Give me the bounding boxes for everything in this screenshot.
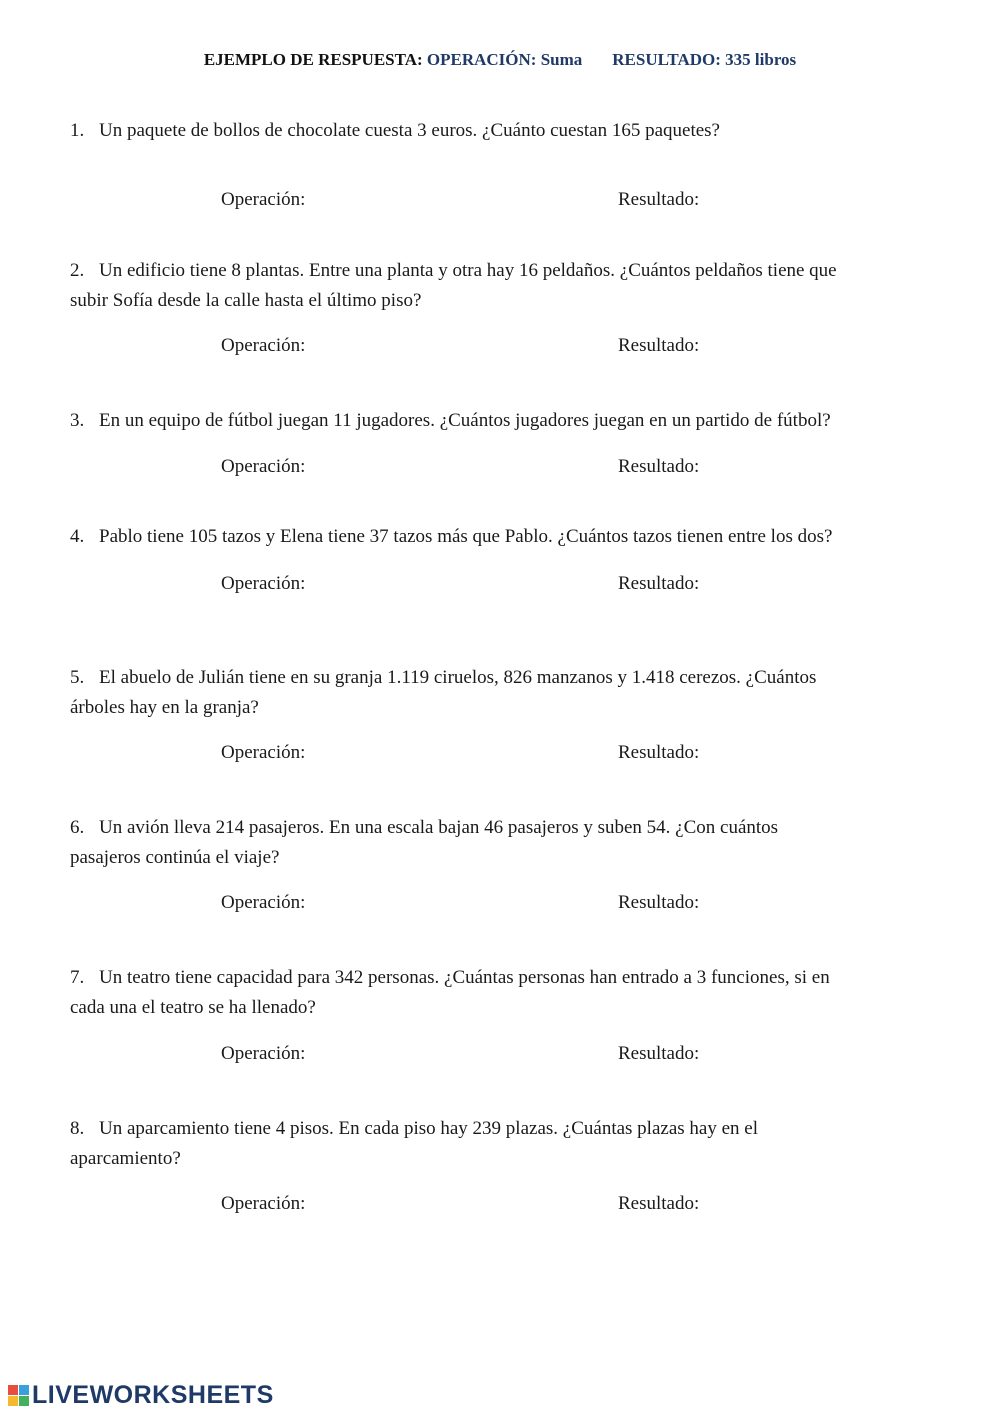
problem-1-result-label: Resultado: xyxy=(618,189,700,210)
problem-text: En un equipo de fútbol juegan 11 jugadores. ¿Cuántos jugadores juegan en un partido de fútbol? xyxy=(99,410,831,431)
problem-4-result-label: Resultado: xyxy=(618,573,700,594)
problem-3 xyxy=(70,406,930,436)
logo-text: LIVEWORKSHEETS xyxy=(32,1380,274,1409)
example-answer-header xyxy=(0,50,1000,70)
problem-5-result-label: Resultado: xyxy=(618,742,700,763)
problem-8-result-label: Resultado: xyxy=(618,1193,700,1214)
logo-blocks-icon xyxy=(8,1385,29,1406)
problem-number: 1. xyxy=(70,120,85,141)
problem-text-continued: cada una el teatro se ha llenado? xyxy=(70,997,316,1018)
problem-4-operation-label: Operación: xyxy=(221,573,306,594)
problem-text: Un avión lleva 214 pasajeros. En una escala bajan 46 pasajeros y suben 54. ¿Con cuántos xyxy=(99,817,779,838)
problem-6-result-label: Resultado: xyxy=(618,892,700,913)
example-operation: OPERACIÓN: Suma xyxy=(426,50,583,69)
problem-text: Pablo tiene 105 tazos y Elena tiene 37 tazos más que Pablo. ¿Cuántos tazos tienen entre los dos? xyxy=(99,526,833,547)
problem-6-operation-label: Operación: xyxy=(221,892,306,913)
problem-text-continued: pasajeros continúa el viaje? xyxy=(70,847,280,868)
problem-3-operation-label: Operación: xyxy=(221,456,306,477)
problem-number: 8. xyxy=(70,1118,85,1139)
logo-block xyxy=(8,1385,18,1395)
problem-2-result-label: Resultado: xyxy=(618,335,700,356)
problem-text-continued: árboles hay en la granja? xyxy=(70,697,259,718)
problem-5 xyxy=(70,663,930,723)
problem-number: 5. xyxy=(70,667,85,688)
problem-text-continued: aparcamiento? xyxy=(70,1148,181,1169)
problem-number: 4. xyxy=(70,526,85,547)
problem-6 xyxy=(70,813,930,873)
problem-7-operation-label: Operación: xyxy=(221,1043,306,1064)
example-label: EJEMPLO DE RESPUESTA xyxy=(203,50,417,69)
problem-2 xyxy=(70,256,930,316)
problem-text: El abuelo de Julián tiene en su granja 1.119 ciruelos, 826 manzanos y 1.418 cerezos. ¿Cuántos xyxy=(99,667,817,688)
example-colon: : xyxy=(416,50,423,69)
problem-1 xyxy=(70,116,930,146)
problem-7-result-label: Resultado: xyxy=(618,1043,700,1064)
problem-2-operation-label: Operación: xyxy=(221,335,306,356)
problem-number: 7. xyxy=(70,967,85,988)
problem-1-operation-label: Operación: xyxy=(221,189,306,210)
problem-text: Un edificio tiene 8 plantas. Entre una planta y otra hay 16 peldaños. ¿Cuántos peldaños tiene que xyxy=(99,260,837,281)
problem-3-result-label: Resultado: xyxy=(618,456,700,477)
logo-block xyxy=(19,1396,29,1406)
liveworksheets-logo xyxy=(8,1379,274,1411)
problem-text: Un paquete de bollos de chocolate cuesta 3 euros. ¿Cuánto cuestan 165 paquetes? xyxy=(99,120,720,141)
logo-block xyxy=(19,1385,29,1395)
example-result: RESULTADO: 335 libros xyxy=(612,50,797,69)
problem-8-operation-label: Operación: xyxy=(221,1193,306,1214)
problem-4 xyxy=(70,522,930,552)
problem-text: Un aparcamiento tiene 4 pisos. En cada piso hay 239 plazas. ¿Cuántas plazas hay en el xyxy=(99,1118,758,1139)
problem-number: 6. xyxy=(70,817,85,838)
problem-7 xyxy=(70,963,930,1023)
problem-5-operation-label: Operación: xyxy=(221,742,306,763)
problem-8 xyxy=(70,1114,930,1174)
problem-text-continued: subir Sofía desde la calle hasta el último piso? xyxy=(70,290,422,311)
problem-number: 2. xyxy=(70,260,85,281)
problem-number: 3. xyxy=(70,410,85,431)
problem-text: Un teatro tiene capacidad para 342 personas. ¿Cuántas personas han entrado a 3 funciones, si en xyxy=(99,967,830,988)
logo-block xyxy=(8,1396,18,1406)
